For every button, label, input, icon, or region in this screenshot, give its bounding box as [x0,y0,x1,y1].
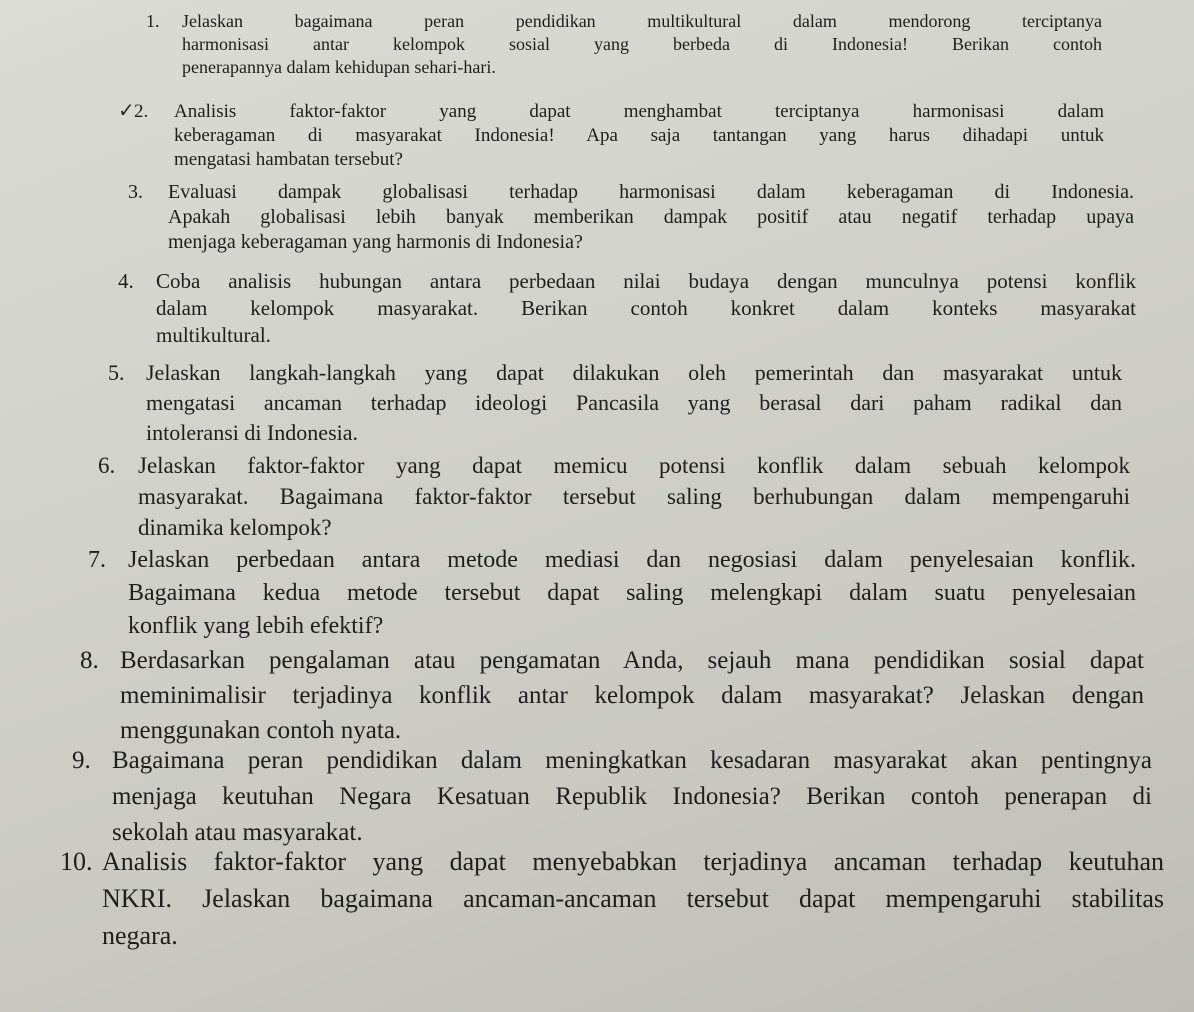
question-number: 1. [146,11,160,31]
question-text-line: sekolah atau masyarakat. [112,819,363,846]
question-text-line: Evaluasi dampak globalisasi terhadap harmonisasi dalam keberagaman di Indonesia. [168,181,1134,203]
question-text-line: intoleransi di Indonesia. [146,420,359,445]
question-number: 4. [118,269,134,293]
question-text-line: Analisis faktor-faktor yang dapat menghambat terciptanya harmonisasi dalam [174,101,1104,122]
question-text-line: Jelaskan bagaimana peran pendidikan multikultural dalam mendorong terciptanya [182,11,1102,31]
question-text-line: Analisis faktor-faktor yang dapat menyebabkan terjadinya ancaman terhadap keutuhan [102,847,1164,876]
question-number: 2. [134,101,149,122]
question-text-line: keberagaman di masyarakat Indonesia! Apa saja tantangan yang harus dihadapi untuk [174,125,1104,146]
question-text-line: menjaga keutuhan Negara Kesatuan Republik Indonesia? Berikan contoh penerapan di [112,783,1152,810]
question-number: 7. [88,547,106,573]
question-text-line: negara. [102,921,178,950]
question-text-line: menjaga keberagaman yang harmonis di Indonesia? [168,231,583,253]
question-number: 9. [72,747,91,774]
question-text-line: Berdasarkan pengalaman atau pengamatan Anda, sejauh mana pendidikan sosial dapat [120,647,1144,674]
question-text-line: Jelaskan perbedaan antara metode mediasi dan negosiasi dalam penyelesaian konflik. [128,547,1136,573]
question-text-line: harmonisasi antar kelompok sosial yang berbeda di Indonesia! Berikan contoh [182,34,1102,54]
question-text-line: Bagaimana peran pendidikan dalam meningkatkan kesadaran masyarakat akan pentingnya [112,747,1152,774]
question-text-line: mengatasi hambatan tersebut? [174,149,403,170]
question-text-line: menggunakan contoh nyata. [120,717,402,744]
question-number: 5. [108,360,125,385]
question-text-line: dalam kelompok masyarakat. Berikan contoh konkret dalam konteks masyarakat [156,296,1136,320]
question-number: 10. [60,847,93,876]
question-text-line: konflik yang lebih efektif? [128,613,384,639]
question-text-line: Jelaskan faktor-faktor yang dapat memicu potensi konflik dalam sebuah kelompok [138,453,1130,478]
question-text-line: NKRI. Jelaskan bagaimana ancaman-ancaman tersebut dapat mempengaruhi stabilitas [102,884,1164,913]
question-text-line: Jelaskan langkah-langkah yang dapat dilakukan oleh pemerintah dan masyarakat untuk [146,360,1122,385]
question-text-line: Bagaimana kedua metode tersebut dapat saling melengkapi dalam suatu penyelesaian [128,580,1136,606]
question-text-line: meminimalisir terjadinya konflik antar kelompok dalam masyarakat? Jelaskan dengan [120,682,1144,709]
question-text-line: mengatasi ancaman terhadap ideologi Pancasila yang berasal dari paham radikal dan [146,390,1122,415]
question-text-line: masyarakat. Bagaimana faktor-faktor tersebut saling berhubungan dalam mempengaruhi [138,484,1130,509]
question-text-line: dinamika kelompok? [138,515,332,540]
checkmark-icon: ✓ [118,100,135,122]
question-number: 6. [98,453,116,478]
question-text-line: Coba analisis hubungan antara perbedaan nilai budaya dengan munculnya potensi konflik [156,269,1136,293]
question-number: 8. [80,647,99,674]
question-text-line: penerapannya dalam kehidupan sehari-hari. [182,57,496,77]
question-text-line: multikultural. [156,323,271,347]
question-number: 3. [128,181,143,203]
question-text-line: Apakah globalisasi lebih banyak memberikan dampak positif atau negatif terhadap upaya [168,206,1134,228]
